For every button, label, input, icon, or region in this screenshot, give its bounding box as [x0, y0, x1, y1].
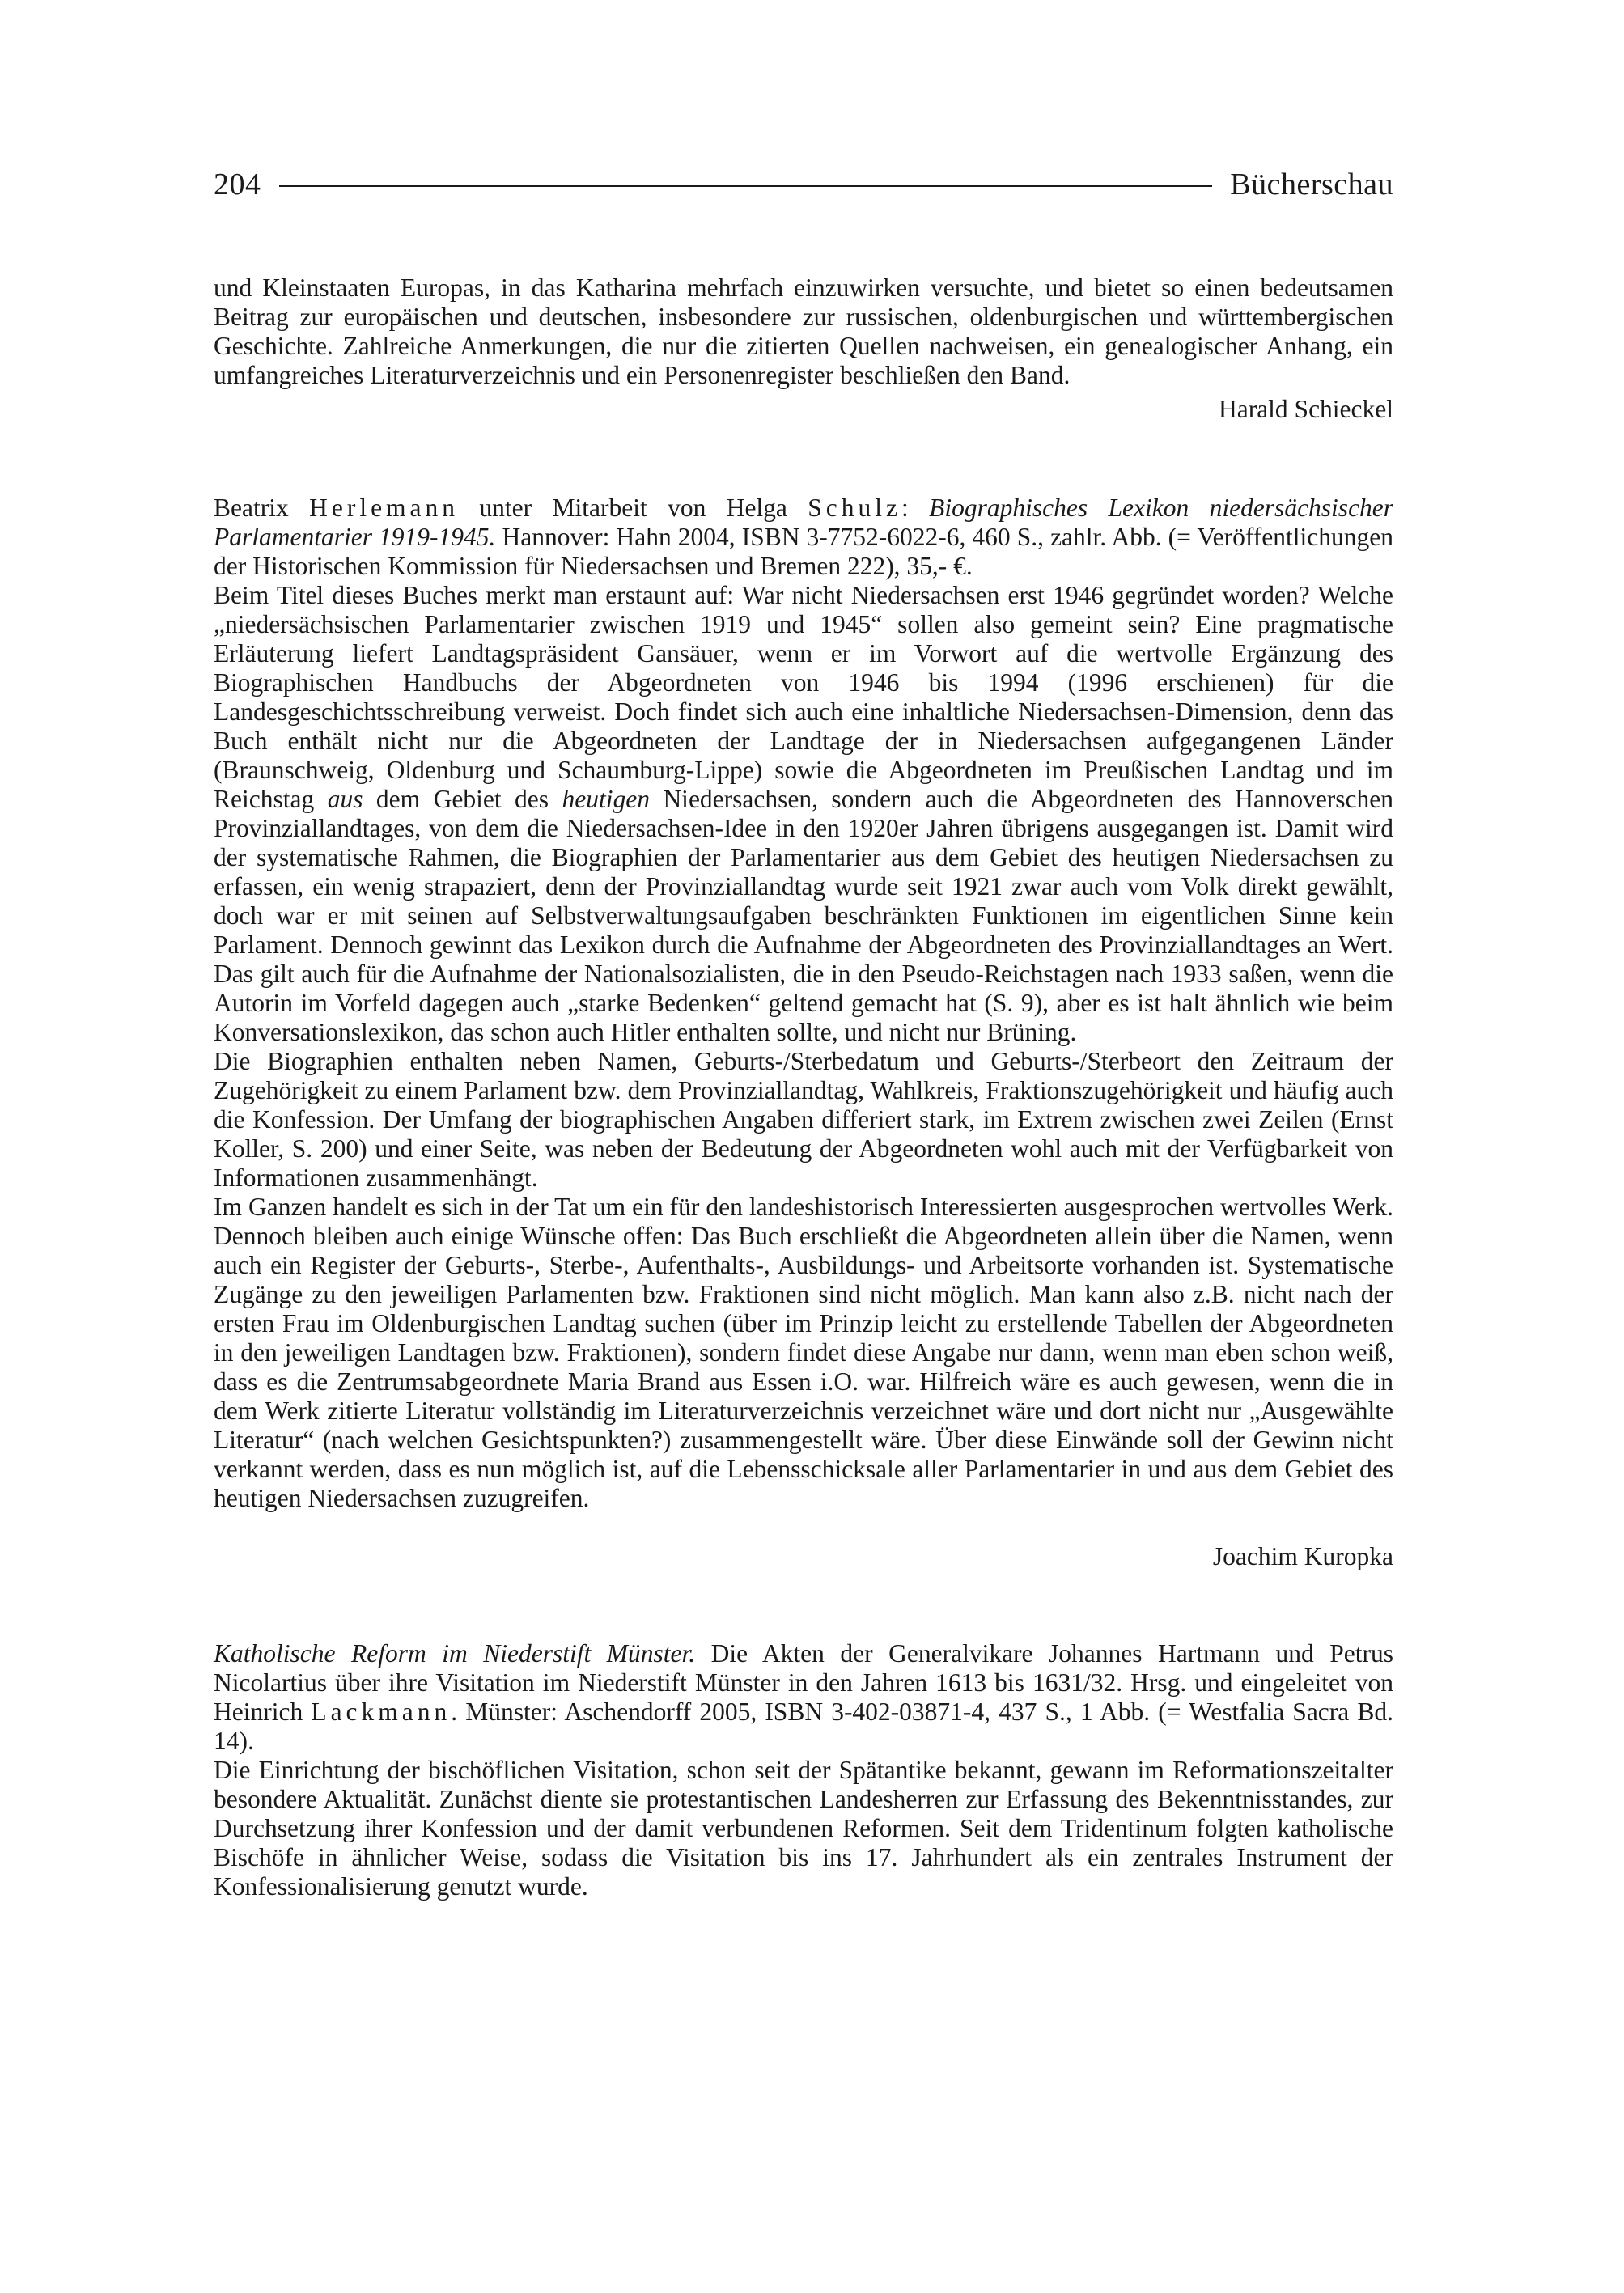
review-paragraph: [214, 581, 1393, 1047]
page-number: 204: [214, 167, 261, 201]
emphasis-text: heutigen: [562, 785, 650, 813]
reviewer-signature: Joachim Kuropka: [1212, 1542, 1393, 1570]
review-continuation-paragraph: und Kleinstaaten Europas, in das Katharina mehrfach einzuwirken versuchte, und bietet so einen bedeutsamen Beitrag zur europäischen und deutschen, insbesondere zur russischen, oldenburgischen und württembergischen Geschichte. Zahlreiche Anmerkungen, die nur die zitierten Quellen nachweisen, ein genealogischer Anhang, ein umfangreiches Literaturverzeichnis und ein Personenregister beschließen den Band.: [214, 273, 1393, 389]
citation-title: Katholische Reform im Niederstift Münster.: [214, 1639, 696, 1668]
section-title: Bücherschau: [1230, 167, 1393, 201]
review-paragraph: Die Biographien enthalten neben Namen, Geburts-/Sterbedatum und Geburts-/Sterbeort den Zeitraum der Zugehörigkeit zu einem Parlament bzw. dem Provinziallandtag, Wahlkreis, Fraktionszugehörigkeit und häufig auch die Konfession. Der Umfang der biographischen Angaben differiert stark, im Extrem zwischen zwei Zeilen (Ernst Koller, S. 200) und einer Seite, was neben der Bedeutung der Abgeordneten wohl auch mit der Verfügbarkeit von Informationen zusammenhängt.: [214, 1047, 1393, 1192]
citation-author-last: Herlemann: [309, 494, 460, 522]
reviewer-signature: Harald Schieckel: [1218, 395, 1393, 423]
citation-author-first: Beatrix: [214, 494, 289, 522]
running-header: [214, 159, 1393, 210]
review-paragraph: Im Ganzen handelt es sich in der Tat um ein für den landeshistorisch Interessierten ausgesprochen wertvolles Werk. Dennoch bleiben auch einige Wünsche offen: Das Buch erschließt die Abgeordneten allein über die Namen, wenn auch ein Register der Geburts-, Sterbe-, Aufenthalts-, Ausbildungs- und Arbeitsorte vorhanden ist. Systematische Zugänge zu den jeweiligen Parlamenten bzw. Fraktionen sind nicht möglich. Man kann also z.B. nicht nach der ersten Frau im Oldenburgischen Landtag suchen (über im Prinzip leicht zu erstellende Tabellen der Abgeordneten in den jeweiligen Landtagen bzw. Fraktionen), sondern findet diese Angabe nur dann, wenn man eben schon weiß, dass es die Zentrumsabgeordnete Maria Brand aus Essen i.O. war. Hilfreich wäre es auch gewesen, wenn die in dem Werk zitierte Literatur vollständig im Literaturverzeichnis verzeichnet wäre und dort nicht nur „Ausgewählte Literatur“ (nach welchen Gesichtspunkten?) zusammengestellt wäre. Über diese Einwände soll der Gewinn nicht verkannt werden, dass es nun möglich ist, auf die Lebensschicksale aller Parlamentarier in und aus dem Gebiet des heutigen Niedersachsen zuzugreifen.: [214, 1193, 1393, 1512]
citation-text: Die Akten der Generalvikare Johannes Hartmann und Petrus Nicolartius über ihre Visitation im Niederstift Münster in den Jahren 1613 bis 1631/32. Hrsg. und eingeleitet von Heinrich: [214, 1639, 1393, 1726]
document-page: [214, 159, 1393, 1901]
book-citation: [214, 494, 1393, 581]
citation-coauthor-last: Schulz: [808, 494, 902, 522]
book-citation: [214, 1639, 1393, 1756]
citation-editor-last: Lackmann: [311, 1697, 452, 1726]
emphasis-text: aus: [327, 785, 363, 813]
review-text: Niedersachsen, sondern auch die Abgeordneten des Hannoverschen Provinziallandtages, von dem die Niedersachsen-Idee in den 1920er Jahren übrigens ausgegangen ist. Damit wird der systematische Rahmen, die Biographien der Parlamentarier aus dem Gebiet des heutigen Niedersachsen zu erfassen, ein wenig strapaziert, denn der Provinziallandtag wurde seit 1921 zwar auch vom Volk direkt gewählt, doch war er mit seinen auf Selbstverwaltungsaufgaben beschränkten Funktionen im eigentlichen Sinne kein Parlament. Dennoch gewinnt das Lexikon durch die Aufnahme der Abgeordneten des Provinziallandtages an Wert. Das gilt auch für die Aufnahme der Nationalsozialisten, die in den Pseudo-Reichstagen nach 1933 saßen, wenn die Autorin im Vorfeld dagegen auch „starke Bedenken“ geltend gemacht hat (S. 9), aber es ist halt ähnlich wie beim Konversationslexikon, das schon auch Hitler enthalten sollte, und nicht nur Brüning.: [214, 785, 1394, 1046]
review-text: dem Gebiet des: [375, 785, 549, 813]
citation-title: Biographisches Lexikon niedersächsischer Parlamentarier 1919-1945.: [214, 494, 1394, 551]
review-paragraph: Die Einrichtung der bischöflichen Visitation, schon seit der Spätantike bekannt, gewann im Reformationszeitalter besondere Aktualität. Zunächst diente sie protestantischen Landesherren zur Erfassung des Bekenntnisstandes, zur Durchsetzung ihrer Konfession und der damit verbundenen Reformen. Seit dem Tridentinum folgten katholische Bischöfe in ähnlicher Weise, sodass die Visitation bis ins 17. Jahrhundert als ein zentrales Instrument der Konfessionalisierung genutzt wurde.: [214, 1756, 1393, 1901]
review-text: Beim Titel dieses Buches merkt man erstaunt auf: War nicht Niedersachsen erst 1946 gegründet worden? Welche „niedersächsischen Parlamentarier zwischen 1919 und 1945“ sollen also gemeint sein? Eine pragmatische Erläuterung liefert Landtagspräsident Gansäuer, wenn er im Vorwort auf die wertvolle Ergänzung des Biographischen Handbuchs der Abgeordneten von 1946 bis 1994 (1996 erschienen) für die Landesgeschichtsschreibung verweist. Doch findet sich auch eine inhaltliche Niedersachsen-Dimension, denn das Buch enthält nicht nur die Abgeordneten der Landtage der in Niedersachsen aufgegangenen Länder (Braunschweig, Oldenburg und Schaumburg-Lippe) sowie die Abgeordneten im Preußischen Landtag und im Reichstag: [214, 581, 1393, 813]
citation-text: . Münster: Aschendorff 2005, ISBN 3-402-03871-4, 437 S., 1 Abb. (= Westfalia Sacra Bd. 14).: [214, 1697, 1393, 1755]
citation-publication: Hannover: Hahn 2004, ISBN 3-7752-6022-6, 460 S., zahlr. Abb. (= Veröffentlichungen der Historischen Kommission für Niedersachsen und Bremen 222), 35,- €.: [214, 523, 1393, 580]
citation-colon: :: [901, 494, 909, 522]
header-rule: [279, 185, 1213, 187]
citation-connector: unter Mitarbeit von Helga: [479, 494, 787, 522]
